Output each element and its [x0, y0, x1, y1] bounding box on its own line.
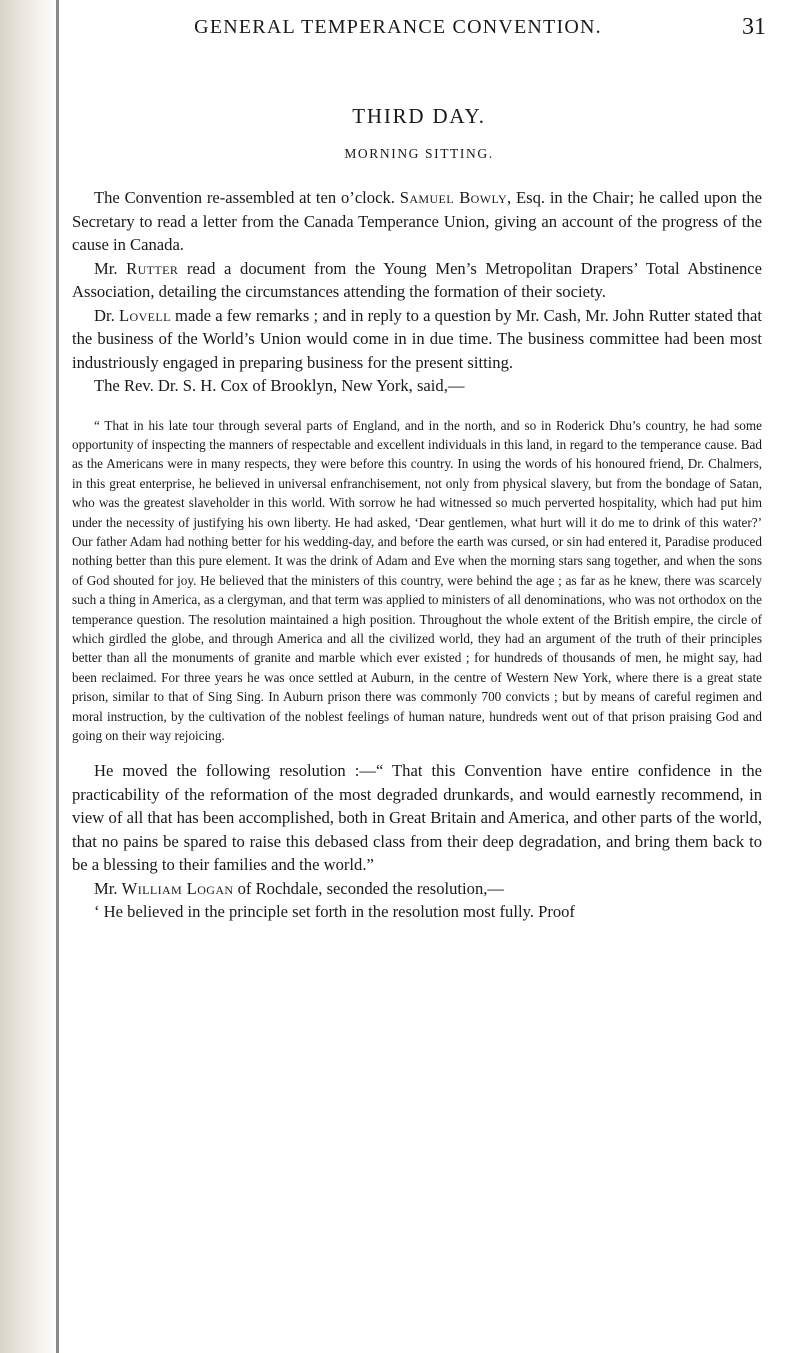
speaker-name: William Logan — [121, 878, 234, 898]
paragraph: Dr. Lovell made a few remarks ; and in reply to a question by Mr. Cash, Mr. John Rutter stated that the business of the World’s Union would come in in due time. The business committee had been most industriously engaged in preparing business for the present sitting. — [72, 305, 762, 372]
paragraph: Mr. William Logan of Rochdale, seconded the resolution,— — [94, 878, 504, 898]
paragraph: The Rev. Dr. S. H. Cox of Brooklyn, New York, said,— — [94, 376, 465, 395]
page-number: 31 — [742, 14, 766, 40]
page-gutter — [0, 0, 58, 1353]
resolution-paragraph: He moved the following resolution :—“ That this Convention have entire confidence in the practicability of the reformation of the most degraded drunkards, and would earnestly recommend, in view of all that has been accomplished, both in Great Britain and America, and other parts of the world, that no pains be spared to raise this debased class from their deep degradation, and bring them back to be a blessing to their families and the world.” — [72, 761, 762, 875]
speaker-name: Lovell — [118, 305, 171, 325]
speech-quote: “ That in his late tour through several parts of England, and in the north, and so in Roderick Dhu’s country, he had some opportunity of inspecting the manners of respectable and excellent individuals in this land, in regard to the temperance cause. Bad as the Americans were in many respects, they were before this country. In using the words of his honoured friend, Dr. Chalmers, in this great enterprise, he believed in universal enfranchisement, not only from physical slavery, but from the bondage of Satan, who was the greatest slaveholder in this world. With sorrow he had witnessed so much perverted hospitality, which had put him under the necessity of justifying his own liberty. He had asked, ‘Dear gentlemen, what hurt will it do me to drink of this water?’ Our father Adam had nothing better for his wedding-day, and before the earth was cursed, or sin had entered it, Paradise produced nothing better than this pure element. It was the drink of Adam and Eve when the morning stars sang together, and when the sons of God shouted for joy. He believed that the ministers of this country, were behind the age ; as far as he knew, there was scarcely such a thing in America, as a clergyman, and that term was applied to ministers of all denominations, who was not orthodox on the temperance question. The resolution maintained a high position. Throughout the whole extent of the British empire, the circle of which girdled the globe, and through America and all the civilized world, they had an argument of the truth of their principles better than all the monuments of granite and marble which ever existed ; for hundreds of thousands of men, he might say, had been reclaimed. For three years he was once settled at Auburn, in the centre of Western New York, where there is a great state prison, similar to that of Sing Sing. In Auburn prison there was commonly 700 convicts ; but by means of careful regimen and moral instruction, by the cultivation of the noblest feelings of human nature, hundreds went out of that prison praising God and going on their way rejoicing. — [72, 417, 762, 743]
running-head: GENERAL TEMPERANCE CONVENTION. — [194, 16, 602, 38]
section-title: THIRD DAY. — [352, 104, 486, 128]
speaker-name: Samuel Bowly — [399, 188, 508, 207]
paragraph: ‘ He believed in the principle set forth in the resolution most fully. Proof — [94, 902, 575, 922]
section-subtitle: MORNING SITTING. — [344, 146, 494, 161]
binding-edge — [56, 0, 59, 1353]
page-header — [90, 16, 766, 46]
paragraph: The Convention re-assembled at ten o’clock. Samuel Bowly, Esq. in the Chair; he called upon the Secretary to read a letter from the Canada Temperance Union, giving an account of the progress of the cause in Canada. — [72, 188, 762, 254]
speaker-name: Rutter — [126, 258, 179, 278]
body-text — [72, 186, 762, 924]
paragraph: Mr. Rutter read a document from the Young Men’s Metropolitan Drapers’ Total Abstinence Association, detailing the circumstances attending the formation of their society. — [72, 258, 762, 301]
